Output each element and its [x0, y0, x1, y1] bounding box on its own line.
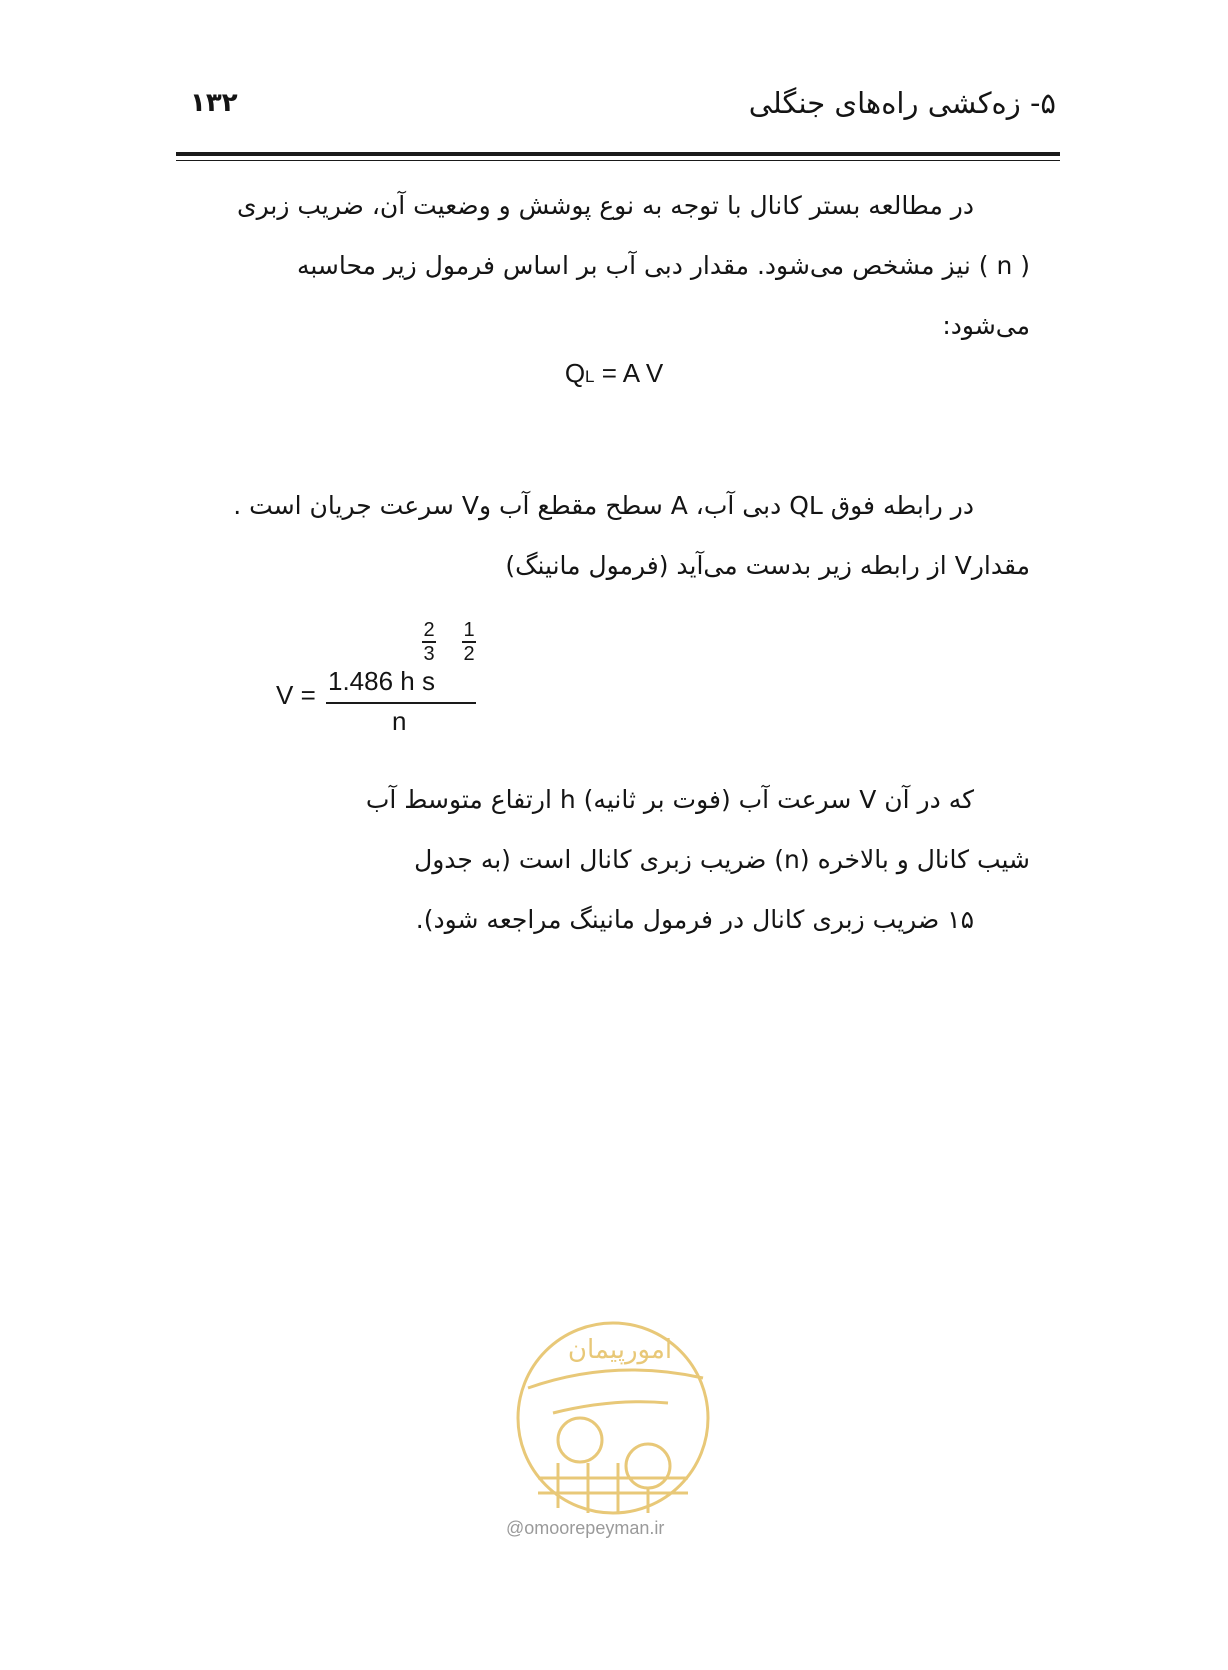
s-exponent-numerator: 1 [463, 619, 475, 641]
h-exponent-denominator: 3 [423, 643, 435, 665]
page-number: ۱۳۲ [190, 88, 238, 118]
paragraph-line: می‌شود: [942, 311, 1030, 340]
paragraph-definitions [186, 476, 1030, 596]
paragraph-variables [186, 770, 1030, 950]
formula-denominator: n [392, 706, 407, 736]
paragraph-line: مقدارV از رابطه زیر بدست می‌آید (فرمول مانینگ) [505, 551, 1030, 580]
chapter-title: ۵- زه‌کشی راه‌های جنگلی [748, 86, 1056, 120]
paragraph-line: در مطالعه بستر کانال با توجه به نوع پوشش و وضعیت آن، ضریب زبری [237, 191, 974, 220]
paragraph-line: در رابطه فوق QL دبی آب، A سطح مقطع آب وV سرعت جریان است . [233, 491, 974, 520]
header-rule-thick [176, 152, 1060, 156]
formula-numerator: 1.486 h s [328, 666, 435, 696]
paragraph-line: که در آن V سرعت آب (فوت بر ثانیه) h ارتفاع متوسط آب [365, 785, 974, 814]
paragraph-intro [186, 176, 1030, 356]
h-exponent [422, 620, 436, 664]
watermark-site: @omoorepeyman.ir [506, 1518, 665, 1538]
paragraph-line: ۱۵ ضریب زبری کانال در فرمول مانینگ مراجعه شود). [415, 905, 974, 934]
formula-lhs: V = [276, 680, 316, 710]
s-exponent [462, 620, 476, 664]
h-exponent-numerator: 2 [423, 619, 435, 641]
main-fraction-bar [326, 702, 476, 704]
header-rule-thin [176, 160, 1060, 161]
formula-lhs-subscript: L [585, 367, 595, 386]
s-exponent-denominator: 2 [463, 643, 475, 665]
watermark-logo [498, 1318, 728, 1518]
watermark-logo-text: امورپیمان [567, 1335, 673, 1365]
paragraph-line: ( n ) نیز مشخص می‌شود. مقدار دبی آب بر اساس فرمول زیر محاسبه [296, 251, 1030, 280]
page-header [180, 86, 1056, 136]
formula-rhs: = A V [594, 358, 664, 388]
formula-lhs: Q [564, 358, 586, 388]
manning-formula [276, 618, 506, 736]
discharge-formula [0, 358, 1228, 389]
paragraph-line: شیب کانال و بالاخره (n) ضریب زبری کانال است (به جدول [414, 845, 1030, 874]
